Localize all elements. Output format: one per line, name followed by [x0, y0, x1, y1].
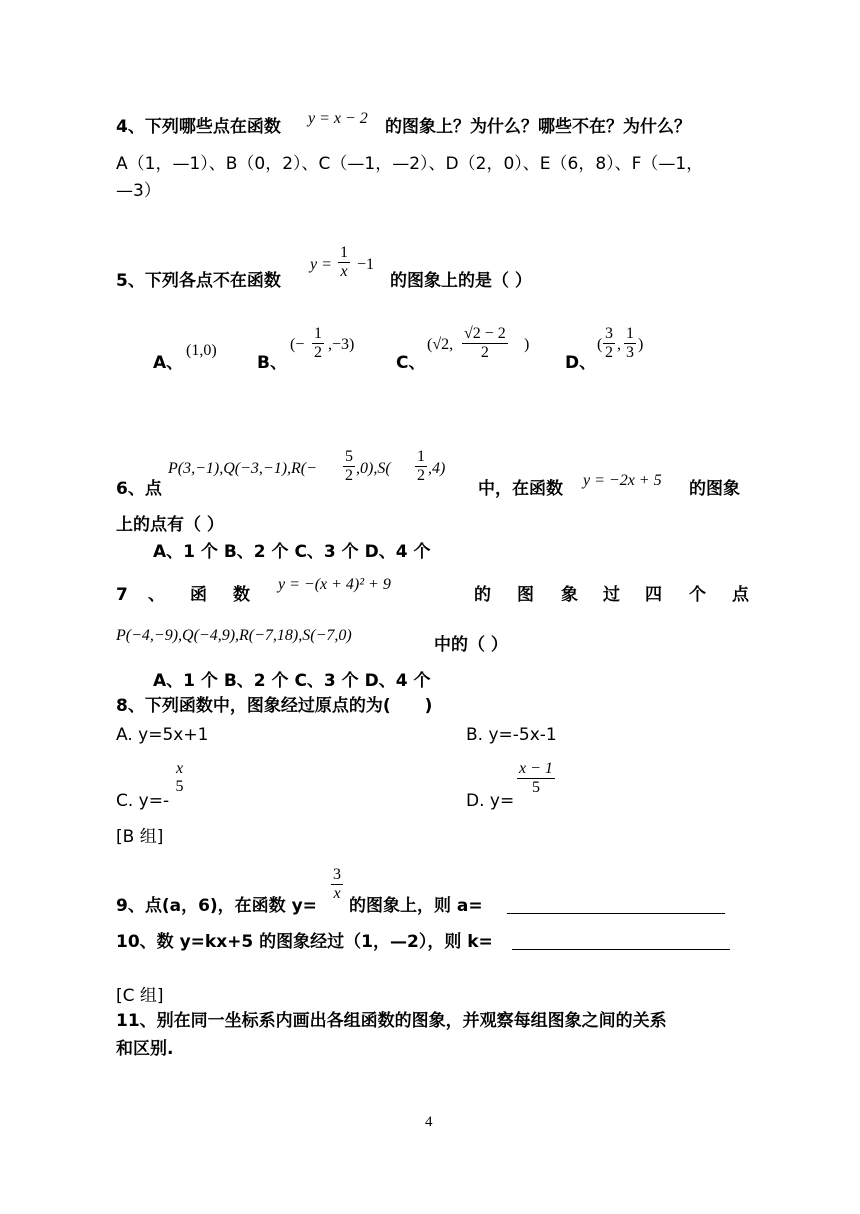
- q6-line2: 上的点有（ ）: [116, 515, 224, 535]
- q6-s-num: 1: [417, 448, 425, 465]
- q5-option-d-open: (: [597, 336, 603, 353]
- q6-options: A、1 个 B、2 个 C、3 个 D、4 个: [153, 542, 431, 562]
- q6-s-den: 2: [417, 467, 425, 484]
- q6-function-formula: y = −2x + 5: [583, 472, 662, 489]
- q5-func-fraction: [338, 244, 350, 281]
- q7-char-6: 图: [517, 585, 534, 605]
- q9-answer-blank[interactable]: [507, 912, 725, 914]
- group-b-heading: [B 组]: [116, 827, 164, 847]
- q8-option-a: A. y=5x+1: [116, 725, 209, 745]
- q7-char-9: 四: [645, 585, 662, 605]
- q5-option-b-close: ,−3): [328, 336, 355, 353]
- q4-points-line1: A（1，—1）、B（0，2）、C（—1，—2）、D（2，0）、E（6，8）、F（—1，: [116, 154, 704, 174]
- q5-option-d-den1: 2: [605, 344, 613, 361]
- q7-options: A、1 个 B、2 个 C、3 个 D、4 个: [153, 671, 431, 691]
- q9-suffix: 的图象上，则 a=: [349, 896, 483, 916]
- q11-line2: 和区别.: [116, 1039, 174, 1059]
- q5-option-c-close: ): [524, 336, 530, 353]
- q6-mid: 中，在函数: [478, 479, 563, 499]
- q8-option-d-num: x − 1: [519, 760, 553, 777]
- q5-option-d-num1: 3: [605, 325, 613, 342]
- q7-points: P(−4,−9),Q(−4,9),R(−7,18),S(−7,0): [116, 627, 352, 644]
- q5-option-d-fraction-1: [603, 325, 615, 362]
- q5-option-d-close: ): [638, 336, 644, 353]
- q8-option-c-fraction: [174, 760, 185, 796]
- q5-func-tail: −1: [357, 256, 375, 273]
- q10-text: 10、数 y=kx+5 的图象经过（1，—2），则 k=: [116, 932, 493, 952]
- q8-option-b: B. y=-5x-1: [466, 725, 557, 745]
- q7-char-3: 函: [190, 585, 207, 605]
- q7-char-10: 个: [689, 585, 706, 605]
- q6-r-den: 2: [345, 467, 353, 484]
- q4-points-line2: —3）: [116, 181, 161, 201]
- q7-function-formula: y = −(x + 4)² + 9: [278, 576, 391, 593]
- q7-char-4: 数: [233, 585, 250, 605]
- q8-stem: 8、下列函数中，图象经过原点的为( ): [116, 696, 433, 716]
- q5-option-b-label: B、: [257, 353, 287, 373]
- q11-line1: 11、别在同一坐标系内画出各组函数的图象，并观察每组图象之间的关系: [116, 1011, 667, 1031]
- q6-r-fraction: [343, 448, 355, 485]
- q5-option-d-den2: 3: [626, 344, 634, 361]
- q5-option-d-num2: 1: [626, 325, 634, 342]
- q8-option-c-prefix: C. y=-: [116, 791, 170, 811]
- q7-char-7: 象: [561, 585, 578, 605]
- q5-func-den: x: [340, 263, 348, 280]
- q6-prefix: 6、点: [116, 479, 162, 499]
- q4-prefix: 4、下列哪些点在函数: [116, 117, 281, 137]
- q7-char-2: 、: [148, 585, 165, 605]
- q7-char-5: 的: [474, 585, 491, 605]
- q5-option-d-sep: ,: [617, 336, 621, 353]
- page-number: 4: [425, 1114, 433, 1130]
- q10-answer-blank[interactable]: [512, 948, 730, 950]
- q6-s-fraction: [415, 448, 427, 485]
- q7-char-11: 点: [732, 585, 749, 605]
- q4-function-formula: y = x − 2: [308, 110, 368, 127]
- q8-option-d-fraction: [517, 760, 555, 797]
- q5-option-c-num: √2 − 2: [464, 325, 506, 342]
- q4-suffix: 的图象上？为什么？哪些不在？为什么？: [385, 117, 691, 137]
- q5-option-c-open: (√2,: [427, 336, 454, 353]
- q9-den: x: [333, 885, 341, 902]
- q9-prefix: 9、点(a，6)，在函数 y=: [116, 896, 317, 916]
- q8-option-d-den: 5: [531, 779, 540, 796]
- q5-option-b-open: (−: [290, 336, 305, 353]
- q5-option-b-den: 2: [314, 344, 322, 361]
- q5-func-lhs: y =: [310, 256, 332, 273]
- q5-option-a-label: A、: [153, 353, 184, 373]
- q7-char-8: 过: [603, 585, 620, 605]
- q6-points-c: ,4): [428, 460, 446, 477]
- q8-option-c-num: x: [176, 760, 184, 777]
- q5-option-c-den: 2: [480, 344, 489, 361]
- group-c-heading: [C 组]: [116, 986, 164, 1006]
- q5-option-a-value: (1,0): [186, 342, 217, 359]
- q8-option-c-den: 5: [175, 778, 184, 795]
- q5-option-d-label: D、: [565, 353, 597, 373]
- q5-prefix: 5、下列各点不在函数: [116, 271, 281, 291]
- q5-option-b-num: 1: [314, 325, 322, 342]
- q5-option-c-fraction: [462, 325, 508, 362]
- q5-option-d-fraction-2: [624, 325, 636, 362]
- q6-suffix: 的图象: [689, 479, 740, 499]
- q6-points-a: P(3,−1),Q(−3,−1),R(−: [168, 460, 317, 477]
- q5-option-c-label: C、: [396, 353, 426, 373]
- q9-num: 3: [333, 866, 341, 883]
- q7-suffix: 中的（ ）: [434, 635, 508, 655]
- q8-option-d-prefix: D. y=: [466, 791, 515, 811]
- q5-func-num: 1: [340, 244, 348, 261]
- q6-points-b: ,0),S(: [356, 460, 391, 477]
- q6-r-num: 5: [345, 448, 353, 465]
- q5-suffix: 的图象上的是（ ）: [390, 271, 532, 291]
- q7-char-1: 7: [116, 585, 128, 605]
- q9-fraction: [331, 866, 343, 903]
- q5-option-b-fraction: [312, 325, 324, 362]
